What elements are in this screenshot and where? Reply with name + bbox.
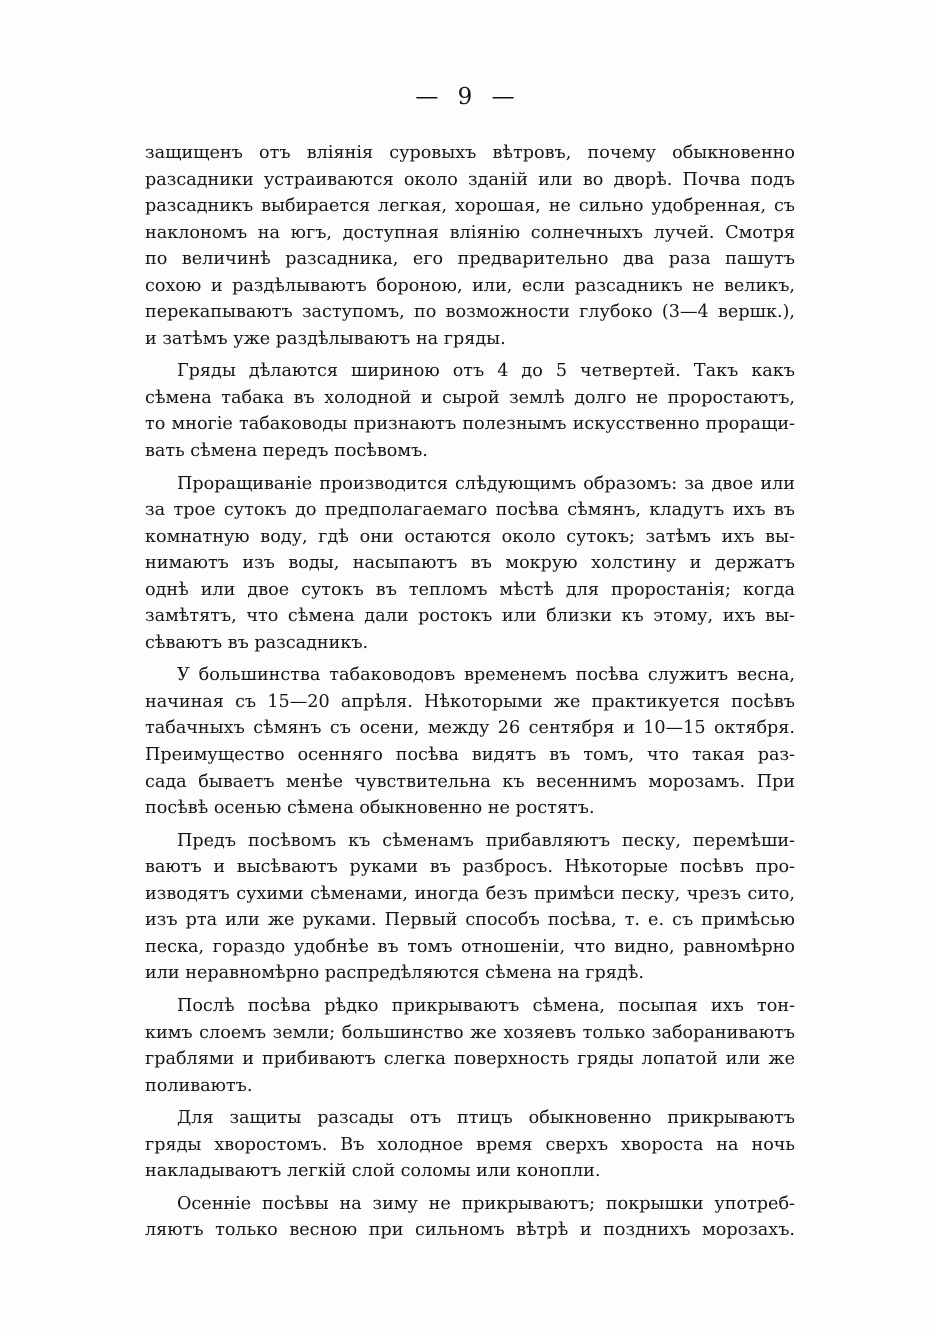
text-line: Гряды дѣлаются шириною отъ 4 до 5 четвертей. Такъ какъ — [177, 361, 795, 382]
text-line: граблями и прибиваютъ слегка поверхность гряды лопатой или же — [145, 1049, 795, 1070]
text-line: за трое сутокъ до предполагаемаго посѣва сѣмянъ, кладутъ ихъ въ — [145, 500, 795, 521]
text-line: разсадникъ выбирается легкая, хорошая, не сильно удобренная, съ — [145, 196, 795, 217]
text-line: Осеннiе посѣвы на зиму не прикрываютъ; покрышки употреб- — [177, 1193, 795, 1214]
paragraph — [145, 1191, 795, 1244]
text-line: начиная съ 15—20 апрѣля. Нѣкоторыми же практикуется посѣвъ — [145, 691, 795, 712]
text-line: то многiе табаководы признаютъ полезнымъ искусственно проращи- — [145, 414, 795, 435]
page-body-text — [145, 140, 795, 1250]
text-line: сѣмена табака въ холодной и сырой землѣ долго не проростаютъ, — [145, 387, 795, 408]
text-line: Преимущество осенняго посѣва видятъ въ томъ, что такая раз- — [145, 745, 795, 766]
page-number: — 9 — — [415, 84, 521, 110]
text-line: поливаютъ. — [145, 1075, 253, 1096]
text-line: защищенъ отъ влiянiя суровыхъ вѣтровъ, почему обыкновенно — [145, 143, 795, 163]
text-line: однѣ или двое сутокъ въ тепломъ мѣстѣ для проростанiя; когда — [145, 579, 795, 600]
text-line: нимаютъ изъ воды, насыпаютъ въ мокрую холстину и держатъ — [145, 553, 795, 574]
text-line: посѣвѣ осенью сѣмена обыкновенно не ростятъ. — [145, 798, 595, 819]
text-line: изводятъ сухими сѣменами, иногда безъ примѣси песку, чрезъ сито, — [145, 883, 795, 904]
text-line: по величинѣ разсадника, его предварительно два раза пашутъ — [145, 249, 795, 270]
text-line: перекапываютъ заступомъ, по возможности глубоко (3—4 вершк.), — [145, 302, 795, 323]
text-line: изъ рта или же руками. Первый способъ посѣва, т. е. съ примѣсью — [145, 910, 795, 931]
paragraph — [145, 140, 795, 352]
text-line: комнатную воду, гдѣ они остаются около сутокъ; затѣмъ ихъ вы- — [145, 526, 795, 547]
text-line: сѣваютъ въ разсадникъ. — [145, 632, 369, 653]
text-line: Предъ посѣвомъ къ сѣменамъ прибавляютъ песку, перемѣши- — [177, 830, 795, 851]
text-line: песка, гораздо удобнѣе въ томъ отношенiи, что видно, равномѣрно — [145, 936, 795, 957]
paragraph — [145, 828, 795, 987]
text-line: сада бываетъ менѣе чувствительна къ весеннимъ морозамъ. При — [145, 771, 795, 792]
text-line: или неравномѣрно распредѣляются сѣмена на грядѣ. — [145, 963, 644, 984]
paragraph — [145, 471, 795, 657]
text-line: ляютъ только весною при сильномъ вѣтрѣ и позднихъ морозахъ. — [145, 1220, 795, 1241]
text-line: и затѣмъ уже раздѣлываютъ на гряды. — [145, 328, 506, 349]
paragraph — [145, 993, 795, 1099]
text-line: У большинства табаководовъ временемъ посѣва служитъ весна, — [177, 665, 795, 686]
text-line: гряды хворостомъ. Въ холодное время сверхъ хвороста на ночь — [145, 1134, 795, 1155]
text-line: Проращиванiе производится слѣдующимъ образомъ: за двое или — [177, 473, 795, 494]
text-line: кимъ слоемъ земли; большинство же хозяевъ только забораниваютъ — [145, 1022, 795, 1043]
paragraph — [145, 1105, 795, 1185]
text-line: сохою и раздѣлываютъ бороною, или, если разсадникъ не великъ, — [145, 275, 795, 296]
text-line: вать сѣмена передъ посѣвомъ. — [145, 441, 428, 462]
text-line: ваютъ и высѣваютъ руками въ разбросъ. Нѣкоторые посѣвъ про- — [145, 857, 795, 878]
paragraph — [145, 662, 795, 821]
text-line: разсадники устраиваются около зданiй или во дворѣ. Почва подъ — [145, 169, 795, 190]
text-line: накладываютъ легкiй слой соломы или конопли. — [145, 1161, 601, 1182]
text-line: Для защиты разсады отъ птицъ обыкновенно прикрываютъ — [177, 1108, 795, 1129]
text-line: табачныхъ сѣмянъ съ осени, между 26 сентября и 10—15 октября. — [145, 718, 795, 739]
text-line: замѣтятъ, что сѣмена дали ростокъ или близки къ этому, ихъ вы- — [145, 606, 795, 627]
text-line: наклономъ на югъ, доступная влiянiю солнечныхъ лучей. Смотря — [145, 222, 795, 243]
paragraph — [145, 358, 795, 464]
text-line: Послѣ посѣва рѣдко прикрываютъ сѣмена, посыпая ихъ тон- — [177, 995, 795, 1016]
